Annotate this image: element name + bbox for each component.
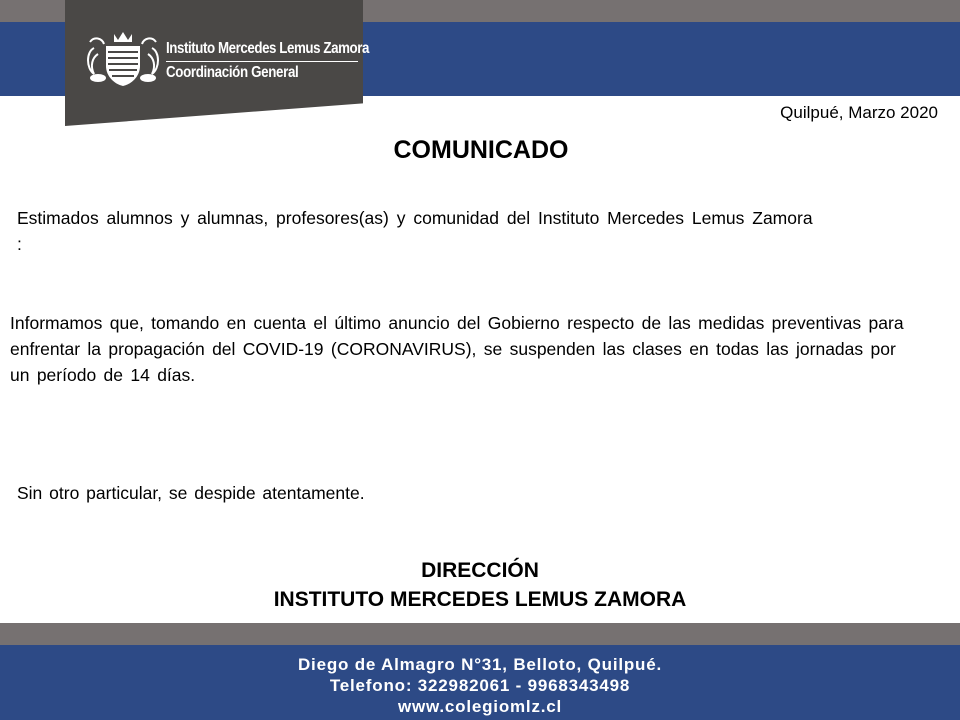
- footer-website: www.colegiomlz.cl: [397, 697, 563, 716]
- closing-line: Sin otro particular, se despide atentamente.: [17, 483, 365, 503]
- footer-gray-band: [0, 623, 960, 645]
- body-paragraph: Informamos que, tomando en cuenta el último anuncio del Gobierno respecto de las medidas preventivas para enfrentar la propagación del COVID-19 (CORONAVIRUS), se suspenden las clases en todas las jornadas por un período de 14 días.: [10, 313, 904, 385]
- greeting-paragraph: Estimados alumnos y alumnas, profesores(as) y comunidad del Instituto Mercedes Lemus Zamora :: [17, 208, 813, 254]
- footer-phone: Telefono: 322982061 - 9968343498: [329, 676, 631, 695]
- document-title: COMUNICADO: [393, 136, 569, 164]
- crest-icon: [84, 28, 162, 90]
- logo-divider: [166, 61, 358, 62]
- footer-address: Diego de Almagro N°31, Belloto, Quilpué.: [297, 655, 663, 674]
- signature-institution: INSTITUTO MERCEDES LEMUS ZAMORA: [273, 588, 687, 611]
- signature-department: DIRECCIÓN: [421, 559, 539, 582]
- institution-name: Instituto Mercedes Lemus Zamora: [166, 40, 369, 57]
- document-date: Quilpué, Marzo 2020: [780, 103, 938, 122]
- department-name: Coordinación General: [166, 64, 299, 81]
